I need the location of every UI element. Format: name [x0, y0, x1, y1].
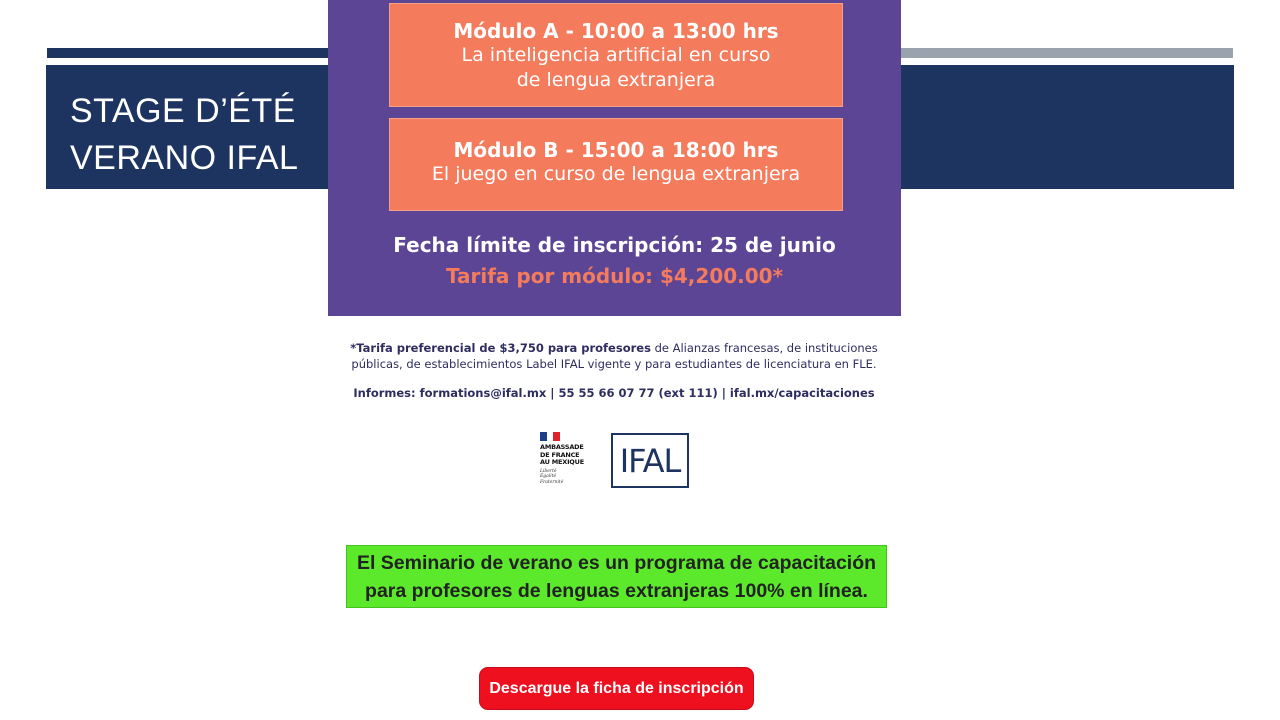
module-a-subtitle-line1: La inteligencia artificial en curso [461, 44, 771, 66]
info-box-line2: para profesores de lenguas extranjeras 100% en línea. [365, 580, 868, 602]
french-flag-icon [540, 432, 560, 441]
note-bold: *Tarifa preferencial de $3,750 para profesores [350, 341, 651, 355]
slide-title [70, 88, 320, 182]
preferential-rate-note [333, 340, 895, 372]
info-box-line1: El Seminario de verano es un programa de capacitación [356, 552, 877, 574]
embassy-line2: DE FRANCE [540, 450, 580, 459]
motto-2: Égalité [540, 474, 557, 479]
module-b-subtitle: El juego en curso de lengua extranjera [431, 163, 801, 185]
ifal-logo-text: IFAL [619, 441, 681, 480]
module-price: Tarifa por módulo: $4,200.00* [445, 264, 784, 288]
embassy-logo [540, 432, 600, 490]
download-form-button[interactable]: Descargue la ficha de inscripción [479, 667, 754, 710]
slide-title-line2: VERANO IFAL [70, 139, 299, 177]
contact-info: Informes: formations@ifal.mx | 55 55 66 07 77 (ext 111) | ifal.mx/capacitaciones [353, 386, 875, 400]
accent-bar-right [901, 48, 1233, 58]
registration-deadline: Fecha límite de inscripción: 25 de junio [393, 233, 836, 257]
module-a-heading: Módulo A - 10:00 a 13:00 hrs [453, 19, 779, 43]
module-b-box [389, 118, 843, 211]
embassy-line3: AU MEXIQUE [540, 458, 584, 466]
note-rest-line1: de Alianzas francesas, de instituciones [650, 341, 878, 355]
module-a-box [389, 3, 843, 107]
note-line2: públicas, de establecimientos Label IFAL vigente y para estudiantes de licenciatura en FLE. [351, 357, 877, 371]
motto-3: Fraternité [540, 479, 564, 485]
accent-bar-left [47, 48, 329, 58]
module-b-heading: Módulo B - 15:00 a 18:00 hrs [453, 138, 779, 162]
motto-1: Liberté [540, 468, 557, 474]
ifal-logo [611, 433, 689, 488]
flyer-image [328, 0, 901, 316]
seminar-info-box [346, 545, 887, 608]
slide-title-line1: STAGE D’ÉTÉ [70, 92, 296, 130]
module-a-subtitle-line2: de lengua extranjera [516, 69, 716, 91]
embassy-line1: AMBASSADE [540, 443, 584, 451]
